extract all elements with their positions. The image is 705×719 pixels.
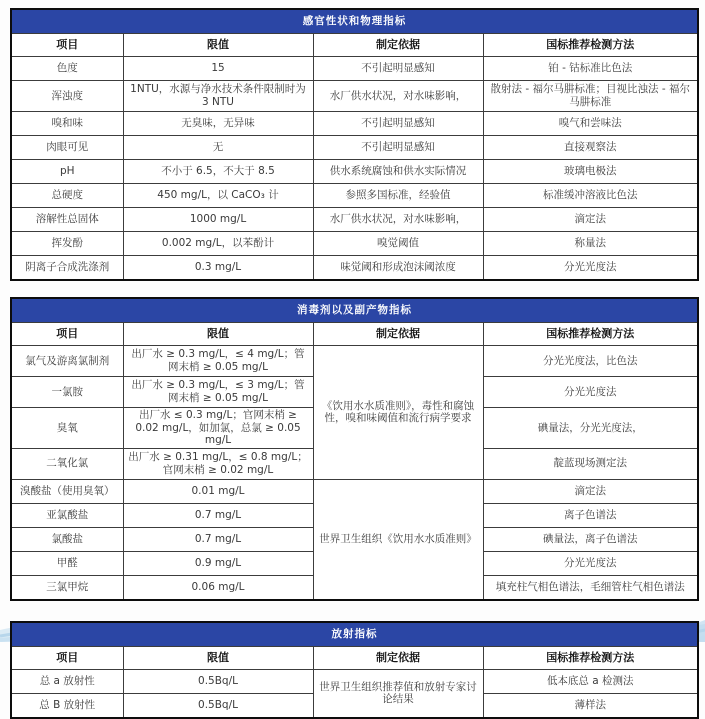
cell-limit: 不小于 6.5，不大于 8.5	[123, 160, 313, 184]
column-header-limit: 限值	[123, 323, 313, 346]
cell-item: 二氧化氯	[11, 448, 123, 479]
table-row	[11, 208, 698, 232]
cell-basis-merged: 世界卫生组织推荐值和放射专家讨论结果	[313, 669, 483, 718]
table-row	[11, 136, 698, 160]
cell-basis: 味觉阈和形成泡沫阈浓度	[313, 256, 483, 281]
cell-basis: 参照多国标准，经验值	[313, 184, 483, 208]
cell-item: 溶解性总固体	[11, 208, 123, 232]
cell-basis: 不引起明显感知	[313, 57, 483, 81]
cell-method: 散射法 - 福尔马肼标准；目视比浊法 - 福尔马肼标准	[483, 81, 698, 112]
column-header-method: 国标推荐检测方法	[483, 323, 698, 346]
cell-item: 嗅和味	[11, 112, 123, 136]
table-row	[11, 232, 698, 256]
cell-method: 标准缓冲溶液比色法	[483, 184, 698, 208]
column-header-item: 项目	[11, 646, 123, 669]
cell-limit: 0.01 mg/L	[123, 479, 313, 503]
cell-method: 分光光度法	[483, 256, 698, 281]
column-header-method: 国标推荐检测方法	[483, 34, 698, 57]
title-row	[11, 9, 698, 34]
table-row	[11, 57, 698, 81]
cell-item: 挥发酚	[11, 232, 123, 256]
header-row	[11, 323, 698, 346]
column-header-limit: 限值	[123, 646, 313, 669]
table-row	[11, 346, 698, 377]
cell-limit: 无	[123, 136, 313, 160]
cell-limit: 出厂水 ≥ 0.31 mg/L，≤ 0.8 mg/L；官网末梢 ≥ 0.02 mg/L	[123, 448, 313, 479]
title-row	[11, 622, 698, 647]
cell-limit: 0.06 mg/L	[123, 575, 313, 600]
cell-item: 浑浊度	[11, 81, 123, 112]
cell-method: 靛蓝现场测定法	[483, 448, 698, 479]
cell-basis-merged: 世界卫生组织《饮用水水质准则》	[313, 479, 483, 600]
cell-method: 离子色谱法	[483, 503, 698, 527]
cell-limit: 无臭味，无异味	[123, 112, 313, 136]
cell-method: 玻璃电极法	[483, 160, 698, 184]
column-header-limit: 限值	[123, 34, 313, 57]
cell-method: 分光光度法，比色法	[483, 346, 698, 377]
cell-item: 总 a 放射性	[11, 669, 123, 693]
cell-limit: 0.5Bq/L	[123, 669, 313, 693]
cell-limit: 0.7 mg/L	[123, 527, 313, 551]
cell-limit: 1000 mg/L	[123, 208, 313, 232]
cell-basis: 水厂供水状况，对水味影响，	[313, 81, 483, 112]
table-row	[11, 184, 698, 208]
cell-basis: 水厂供水状况，对水味影响，	[313, 208, 483, 232]
column-header-basis: 制定依据	[313, 34, 483, 57]
cell-item: 总硬度	[11, 184, 123, 208]
table-row	[11, 256, 698, 281]
table-row	[11, 669, 698, 693]
cell-limit: 0.9 mg/L	[123, 551, 313, 575]
cell-method: 滴定法	[483, 479, 698, 503]
cell-item: 三氯甲烷	[11, 575, 123, 600]
title-row	[11, 298, 698, 323]
column-header-basis: 制定依据	[313, 323, 483, 346]
cell-limit: 0.002 mg/L，以苯酚计	[123, 232, 313, 256]
cell-basis: 不引起明显感知	[313, 112, 483, 136]
cell-method: 滴定法	[483, 208, 698, 232]
cell-method: 分光光度法	[483, 551, 698, 575]
table-radiation	[10, 621, 699, 719]
table-sensory-physical	[10, 8, 699, 281]
header-row	[11, 34, 698, 57]
cell-basis: 嗅觉阈值	[313, 232, 483, 256]
cell-limit: 15	[123, 57, 313, 81]
cell-method: 铂 - 钴标准比色法	[483, 57, 698, 81]
table-row	[11, 479, 698, 503]
cell-item: 氯气及游离氯制剂	[11, 346, 123, 377]
column-header-method: 国标推荐检测方法	[483, 646, 698, 669]
cell-limit: 1NTU，水源与净水技术条件限制时为 3 NTU	[123, 81, 313, 112]
cell-item: 甲醛	[11, 551, 123, 575]
cell-item: 溴酸盐（使用臭氧）	[11, 479, 123, 503]
cell-limit: 0.3 mg/L	[123, 256, 313, 281]
cell-item: 一氯胺	[11, 377, 123, 408]
cell-method: 薄样法	[483, 693, 698, 718]
cell-item: 肉眼可见	[11, 136, 123, 160]
table-row	[11, 160, 698, 184]
column-header-item: 项目	[11, 34, 123, 57]
table-row	[11, 112, 698, 136]
cell-basis: 供水系统腐蚀和供水实际情况	[313, 160, 483, 184]
cell-basis-merged: 《饮用水水质准则》，毒性和腐蚀性，嗅和味阈值和流行病学要求	[313, 346, 483, 480]
cell-item: pH	[11, 160, 123, 184]
cell-method: 嗅气和尝味法	[483, 112, 698, 136]
cell-method: 碘量法，分光光度法，	[483, 408, 698, 449]
cell-item: 亚氯酸盐	[11, 503, 123, 527]
cell-method: 填充柱气相色谱法，毛细管柱气相色谱法	[483, 575, 698, 600]
cell-limit: 0.5Bq/L	[123, 693, 313, 718]
cell-item: 色度	[11, 57, 123, 81]
table-title: 放射指标	[11, 622, 698, 647]
cell-method: 碘量法，离子色谱法	[483, 527, 698, 551]
cell-limit: 出厂水 ≥ 0.3 mg/L，≤ 4 mg/L；管网末梢 ≥ 0.05 mg/L	[123, 346, 313, 377]
cell-basis: 不引起明显感知	[313, 136, 483, 160]
column-header-item: 项目	[11, 323, 123, 346]
cell-method: 直接观察法	[483, 136, 698, 160]
cell-method: 分光光度法	[483, 377, 698, 408]
table-title: 感官性状和物理指标	[11, 9, 698, 34]
header-row	[11, 646, 698, 669]
cell-item: 阴离子合成洗涤剂	[11, 256, 123, 281]
table-title: 消毒剂以及副产物指标	[11, 298, 698, 323]
cell-limit: 出厂水 ≤ 0.3 mg/L；官网末梢 ≥ 0.02 mg/L，如加氯，总氯 ≥ 0.05 mg/L	[123, 408, 313, 449]
cell-limit: 450 mg/L，以 CaCO₃ 计	[123, 184, 313, 208]
table-disinfectant-byproducts	[10, 297, 699, 601]
cell-item: 总 B 放射性	[11, 693, 123, 718]
cell-limit: 0.7 mg/L	[123, 503, 313, 527]
cell-limit: 出厂水 ≥ 0.3 mg/L，≤ 3 mg/L；管网末梢 ≥ 0.05 mg/L	[123, 377, 313, 408]
table-row	[11, 81, 698, 112]
cell-method: 低本底总 a 检测法	[483, 669, 698, 693]
column-header-basis: 制定依据	[313, 646, 483, 669]
cell-item: 臭氧	[11, 408, 123, 449]
cell-item: 氯酸盐	[11, 527, 123, 551]
cell-method: 称量法	[483, 232, 698, 256]
